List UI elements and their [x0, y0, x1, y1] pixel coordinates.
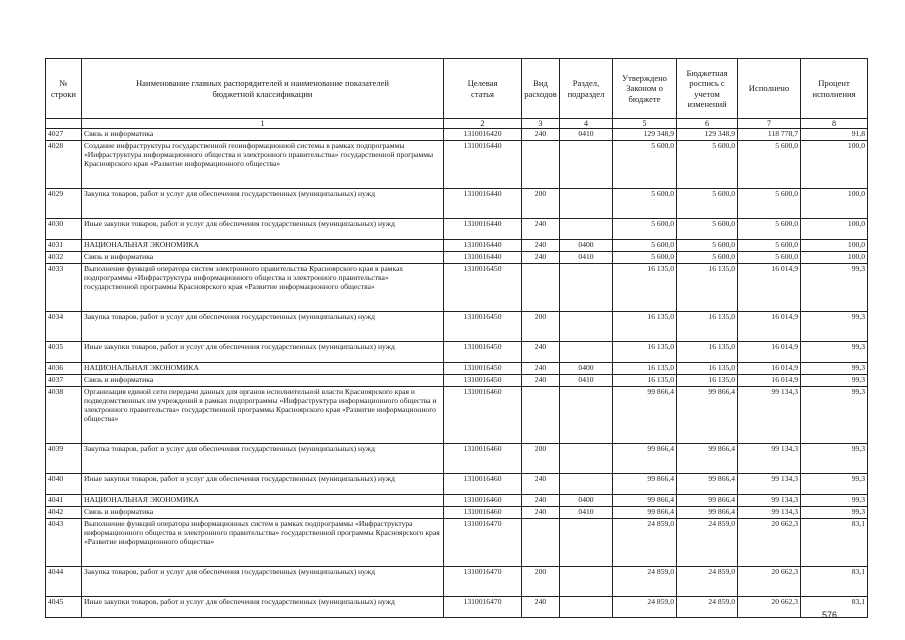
- row-expense-type: [522, 519, 560, 567]
- row-painting: 5 600,0: [677, 189, 738, 219]
- row-section: 0410: [560, 507, 613, 519]
- row-expense-type: 240: [522, 219, 560, 240]
- row-number: 4042: [46, 507, 82, 519]
- row-target-code: 1310016440: [444, 219, 522, 240]
- row-percent: 99,3: [801, 342, 868, 363]
- row-painting: 99 866,4: [677, 495, 738, 507]
- table-row: [46, 495, 868, 507]
- row-target-code: 1310016460: [444, 495, 522, 507]
- row-target-code: 1310016450: [444, 312, 522, 342]
- row-section: 0410: [560, 375, 613, 387]
- row-target-code: 1310016450: [444, 375, 522, 387]
- row-name: Связь и информатика: [82, 507, 444, 519]
- row-section: [560, 444, 613, 474]
- row-approved: 16 135,0: [613, 375, 677, 387]
- row-executed: 99 134,3: [738, 387, 801, 444]
- row-name: Иные закупки товаров, работ и услуг для обеспечения государственных (муниципальных) нужд: [82, 219, 444, 240]
- row-target-code: 1310016460: [444, 507, 522, 519]
- row-target-code: 1310016450: [444, 363, 522, 375]
- table-body: [46, 129, 868, 618]
- row-name: Иные закупки товаров, работ и услуг для обеспечения государственных (муниципальных) нужд: [82, 342, 444, 363]
- row-section: [560, 189, 613, 219]
- row-section: 0410: [560, 252, 613, 264]
- row-executed: 5 600,0: [738, 219, 801, 240]
- row-approved: 5 600,0: [613, 240, 677, 252]
- row-target-code: 1310016450: [444, 342, 522, 363]
- row-name: НАЦИОНАЛЬНАЯ ЭКОНОМИКА: [82, 240, 444, 252]
- row-approved: 99 866,4: [613, 507, 677, 519]
- colnum-5: 5: [613, 119, 677, 129]
- row-target-code: 1310016440: [444, 189, 522, 219]
- row-section: [560, 141, 613, 189]
- row-painting: 99 866,4: [677, 474, 738, 495]
- colnum-7: 7: [738, 119, 801, 129]
- header-target: Целевая статья: [444, 59, 522, 119]
- colnum-4: 4: [560, 119, 613, 129]
- row-section: [560, 519, 613, 567]
- colnum-1: 1: [82, 119, 444, 129]
- row-executed: 99 134,3: [738, 444, 801, 474]
- row-painting: 24 859,0: [677, 597, 738, 618]
- row-name: Выполнение функций оператора систем электронного правительства Красноярского края в рамках подпрограммы «Инфраструктура информационного общества и электронного правительства» государственной программы Красноярского края «Развитие информационного общества»: [82, 264, 444, 312]
- row-executed: 16 014,9: [738, 375, 801, 387]
- row-section: [560, 264, 613, 312]
- row-number: 4032: [46, 252, 82, 264]
- row-number: 4039: [46, 444, 82, 474]
- row-name: Закупка товаров, работ и услуг для обеспечения государственных (муниципальных) нужд: [82, 312, 444, 342]
- table-row: [46, 252, 868, 264]
- row-percent: 99,3: [801, 474, 868, 495]
- colnum-3: 3: [522, 119, 560, 129]
- row-number: 4038: [46, 387, 82, 444]
- row-executed: 20 662,3: [738, 597, 801, 618]
- row-number: 4041: [46, 495, 82, 507]
- row-target-code: 1310016450: [444, 264, 522, 312]
- row-name: Закупка товаров, работ и услуг для обеспечения государственных (муниципальных) нужд: [82, 567, 444, 597]
- header-row: [46, 59, 868, 119]
- table-row: [46, 375, 868, 387]
- row-expense-type: 200: [522, 312, 560, 342]
- row-painting: 5 600,0: [677, 240, 738, 252]
- row-percent: 83,1: [801, 597, 868, 618]
- row-expense-type: 240: [522, 474, 560, 495]
- row-painting: 24 859,0: [677, 519, 738, 567]
- table-row: [46, 363, 868, 375]
- colnum-2: 2: [444, 119, 522, 129]
- row-approved: 16 135,0: [613, 264, 677, 312]
- row-percent: 100,0: [801, 141, 868, 189]
- row-target-code: 1310016460: [444, 444, 522, 474]
- row-executed: 16 014,9: [738, 342, 801, 363]
- row-painting: 16 135,0: [677, 375, 738, 387]
- row-painting: 99 866,4: [677, 387, 738, 444]
- row-executed: 5 600,0: [738, 240, 801, 252]
- page-number: 576: [822, 610, 838, 620]
- row-approved: 129 348,9: [613, 129, 677, 141]
- header-painting: Бюджетная роспись с учетом изменений: [677, 59, 738, 119]
- row-name: Иные закупки товаров, работ и услуг для обеспечения государственных (муниципальных) нужд: [82, 597, 444, 618]
- row-target-code: 1310016460: [444, 474, 522, 495]
- row-approved: 5 600,0: [613, 141, 677, 189]
- row-section: 0400: [560, 240, 613, 252]
- row-percent: 83,1: [801, 519, 868, 567]
- row-executed: 99 134,3: [738, 507, 801, 519]
- row-number: 4035: [46, 342, 82, 363]
- row-percent: 99,3: [801, 495, 868, 507]
- row-approved: 16 135,0: [613, 342, 677, 363]
- row-executed: 5 600,0: [738, 252, 801, 264]
- row-expense-type: 240: [522, 507, 560, 519]
- row-percent: 99,3: [801, 363, 868, 375]
- table-row: [46, 507, 868, 519]
- row-number: 4044: [46, 567, 82, 597]
- row-executed: 16 014,9: [738, 312, 801, 342]
- row-section: [560, 219, 613, 240]
- row-painting: 24 859,0: [677, 567, 738, 597]
- row-executed: 5 600,0: [738, 189, 801, 219]
- row-executed: 99 134,3: [738, 495, 801, 507]
- row-painting: 5 600,0: [677, 252, 738, 264]
- row-expense-type: 240: [522, 252, 560, 264]
- row-approved: 24 859,0: [613, 519, 677, 567]
- row-executed: 118 778,7: [738, 129, 801, 141]
- row-number: 4037: [46, 375, 82, 387]
- row-percent: 99,3: [801, 507, 868, 519]
- row-expense-type: [522, 387, 560, 444]
- row-approved: 24 859,0: [613, 567, 677, 597]
- row-expense-type: [522, 264, 560, 312]
- row-painting: 16 135,0: [677, 312, 738, 342]
- row-approved: 99 866,4: [613, 444, 677, 474]
- row-painting: 16 135,0: [677, 264, 738, 312]
- row-expense-type: 240: [522, 342, 560, 363]
- row-name: НАЦИОНАЛЬНАЯ ЭКОНОМИКА: [82, 495, 444, 507]
- row-number: 4031: [46, 240, 82, 252]
- header-section: Раздел, подраздел: [560, 59, 613, 119]
- header-name: Наименование главных распорядителей и наименование показателей бюджетной классификации: [82, 59, 444, 119]
- row-expense-type: 200: [522, 444, 560, 474]
- table-row: [46, 342, 868, 363]
- row-name: Закупка товаров, работ и услуг для обеспечения государственных (муниципальных) нужд: [82, 444, 444, 474]
- row-target-code: 1310016440: [444, 240, 522, 252]
- table-row: [46, 312, 868, 342]
- row-percent: 99,3: [801, 444, 868, 474]
- row-number: 4043: [46, 519, 82, 567]
- row-executed: 99 134,3: [738, 474, 801, 495]
- row-target-code: 1310016420: [444, 129, 522, 141]
- table-row: [46, 189, 868, 219]
- row-executed: 20 662,3: [738, 567, 801, 597]
- row-percent: 91,8: [801, 129, 868, 141]
- row-name: Связь и информатика: [82, 375, 444, 387]
- row-name: Выполнение функций оператора информационных систем в рамках подпрограммы «Инфраструктура информационного общества и электронного правительства» государственной программы Красноярского края «Развитие информационного общества»: [82, 519, 444, 567]
- row-name: Иные закупки товаров, работ и услуг для обеспечения государственных (муниципальных) нужд: [82, 474, 444, 495]
- row-number: 4030: [46, 219, 82, 240]
- row-target-code: 1310016460: [444, 387, 522, 444]
- row-expense-type: 240: [522, 240, 560, 252]
- colnum-6: 6: [677, 119, 738, 129]
- table-row: [46, 597, 868, 618]
- row-approved: 5 600,0: [613, 219, 677, 240]
- row-section: 0400: [560, 363, 613, 375]
- row-painting: 16 135,0: [677, 363, 738, 375]
- row-section: [560, 387, 613, 444]
- row-painting: 5 600,0: [677, 141, 738, 189]
- row-painting: 16 135,0: [677, 342, 738, 363]
- row-expense-type: [522, 141, 560, 189]
- column-number-row: [46, 119, 868, 129]
- row-expense-type: 240: [522, 597, 560, 618]
- table-row: [46, 219, 868, 240]
- header-row-no: № строки: [46, 59, 82, 119]
- row-number: 4033: [46, 264, 82, 312]
- row-expense-type: 240: [522, 363, 560, 375]
- row-painting: 99 866,4: [677, 507, 738, 519]
- row-name: Связь и информатика: [82, 129, 444, 141]
- row-number: 4027: [46, 129, 82, 141]
- table-row: [46, 519, 868, 567]
- row-expense-type: 200: [522, 567, 560, 597]
- row-section: 0410: [560, 129, 613, 141]
- table-row: [46, 444, 868, 474]
- row-number: 4036: [46, 363, 82, 375]
- row-target-code: 1310016470: [444, 519, 522, 567]
- table-row: [46, 129, 868, 141]
- row-painting: 5 600,0: [677, 219, 738, 240]
- row-percent: 99,3: [801, 375, 868, 387]
- row-approved: 99 866,4: [613, 474, 677, 495]
- row-section: [560, 312, 613, 342]
- row-section: [560, 567, 613, 597]
- row-section: [560, 474, 613, 495]
- header-exp-type: Вид расходов: [522, 59, 560, 119]
- row-approved: 16 135,0: [613, 312, 677, 342]
- row-painting: 129 348,9: [677, 129, 738, 141]
- table-row: [46, 264, 868, 312]
- row-name: НАЦИОНАЛЬНАЯ ЭКОНОМИКА: [82, 363, 444, 375]
- row-percent: 83,1: [801, 567, 868, 597]
- row-expense-type: 240: [522, 375, 560, 387]
- row-percent: 100,0: [801, 219, 868, 240]
- table-row: [46, 387, 868, 444]
- colnum-0: [46, 119, 82, 129]
- header-percent: Процент исполнения: [801, 59, 868, 119]
- row-approved: 5 600,0: [613, 252, 677, 264]
- row-expense-type: 240: [522, 495, 560, 507]
- row-number: 4028: [46, 141, 82, 189]
- row-target-code: 1310016440: [444, 141, 522, 189]
- colnum-8: 8: [801, 119, 868, 129]
- row-executed: 16 014,9: [738, 363, 801, 375]
- row-approved: 16 135,0: [613, 363, 677, 375]
- row-name: Организация единой сети передачи данных для органов исполнительной власти Красноярского края и подведомственных им учреждений в рамках подпрограммы «Инфраструктура информационного общества и электронного правительства» государственной программы Красноярского края «Развитие информационного общества»: [82, 387, 444, 444]
- budget-table: [45, 58, 868, 618]
- row-executed: 20 662,3: [738, 519, 801, 567]
- table-row: [46, 474, 868, 495]
- row-painting: 99 866,4: [677, 444, 738, 474]
- row-percent: 100,0: [801, 189, 868, 219]
- row-percent: 99,3: [801, 312, 868, 342]
- row-expense-type: 240: [522, 129, 560, 141]
- row-approved: 99 866,4: [613, 387, 677, 444]
- row-number: 4034: [46, 312, 82, 342]
- row-section: [560, 342, 613, 363]
- row-number: 4029: [46, 189, 82, 219]
- row-approved: 99 866,4: [613, 495, 677, 507]
- row-name: Создание инфраструктуры государственной геоинформационной системы в рамках подпрограммы «Инфраструктура информационного общества и электронного правительства» государственной программы Красноярского края «Развитие информационного общества»: [82, 141, 444, 189]
- row-section: [560, 597, 613, 618]
- row-executed: 16 014,9: [738, 264, 801, 312]
- row-executed: 5 600,0: [738, 141, 801, 189]
- row-number: 4040: [46, 474, 82, 495]
- table-row: [46, 240, 868, 252]
- row-percent: 99,3: [801, 387, 868, 444]
- row-name: Закупка товаров, работ и услуг для обеспечения государственных (муниципальных) нужд: [82, 189, 444, 219]
- row-target-code: 1310016470: [444, 567, 522, 597]
- row-expense-type: 200: [522, 189, 560, 219]
- row-percent: 99,3: [801, 264, 868, 312]
- row-percent: 100,0: [801, 240, 868, 252]
- row-section: 0400: [560, 495, 613, 507]
- row-name: Связь и информатика: [82, 252, 444, 264]
- table-row: [46, 567, 868, 597]
- row-number: 4045: [46, 597, 82, 618]
- table-row: [46, 141, 868, 189]
- header-executed: Исполнено: [738, 59, 801, 119]
- header-approved: Утверждено Законом о бюджете: [613, 59, 677, 119]
- row-percent: 100,0: [801, 252, 868, 264]
- row-approved: 5 600,0: [613, 189, 677, 219]
- row-approved: 24 859,0: [613, 597, 677, 618]
- row-target-code: 1310016440: [444, 252, 522, 264]
- row-target-code: 1310016470: [444, 597, 522, 618]
